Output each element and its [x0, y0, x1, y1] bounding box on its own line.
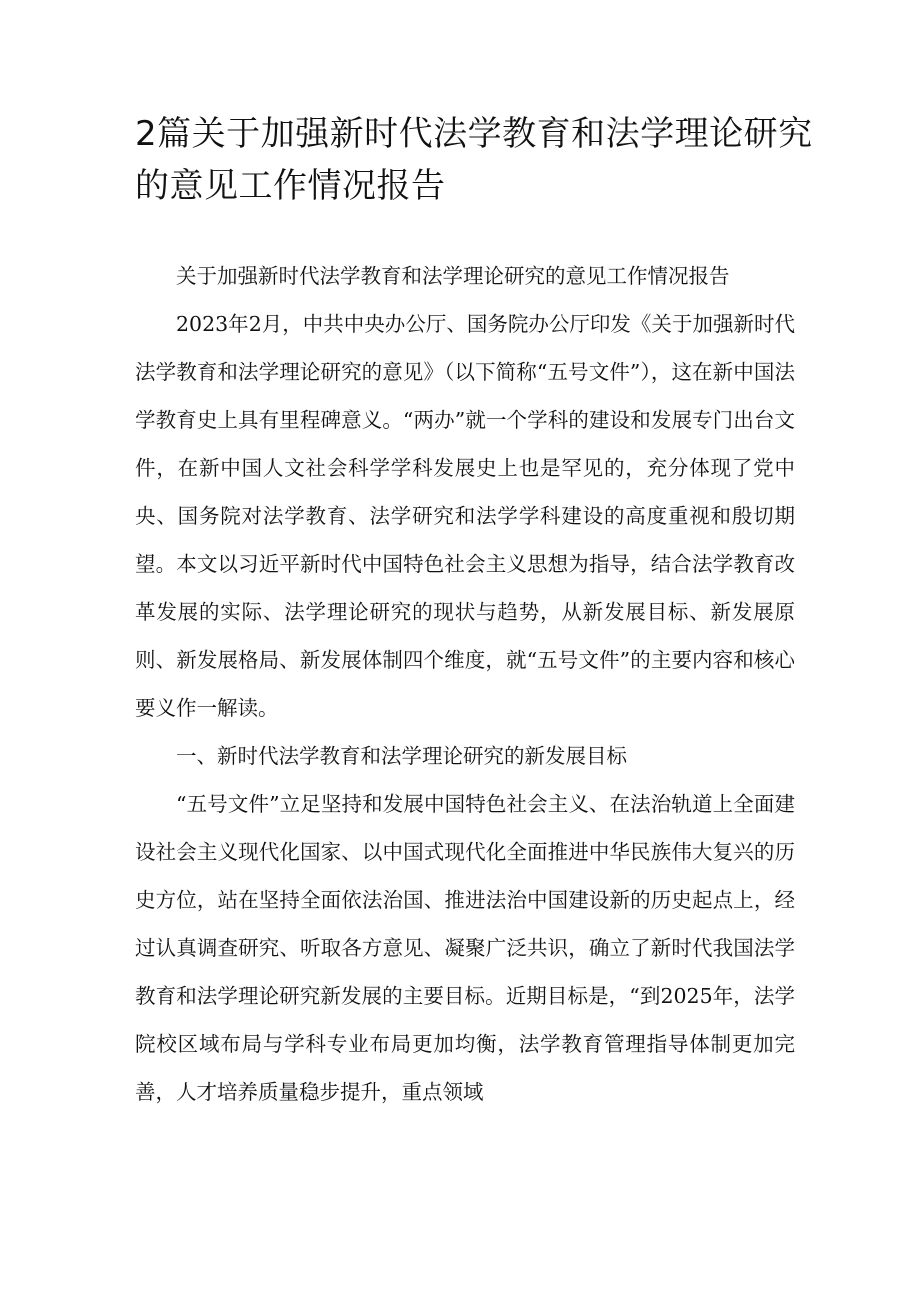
document-body	[135, 252, 795, 1116]
paragraph-section-1: “五号文件”立足坚持和发展中国特色社会主义、在法治轨道上全面建设社会主义现代化国家、以中国式现代化全面推进中华民族伟大复兴的历史方位，站在坚持全面依法治国、推进法治中国建设新的历史起点上，经过认真调查研究、听取各方意见、凝聚广泛共识，确立了新时代我国法学教育和法学理论研究新发展的主要目标。近期目标是，“到2025年，法学院校区域布局与学科专业布局更加均衡，法学教育管理指导体制更加完善，人才培养质量稳步提升，重点领域	[135, 792, 795, 1104]
document-title: 2篇关于加强新时代法学教育和法学理论研究的意见工作情况报告	[135, 114, 813, 206]
paragraph-intro: 2023年2月，中共中央办公厅、国务院办公厅印发《关于加强新时代法学教育和法学理论研究的意见》（以下简称“五号文件”），这在新中国法学教育史上具有里程碑意义。“两办”就一个学科的建设和发展专门出台文件，在新中国人文社会科学学科发展史上也是罕见的，充分体现了党中央、国务院对法学教育、法学研究和法学学科建设的高度重视和殷切期望。本文以习近平新时代中国特色社会主义思想为指导，结合法学教育改革发展的实际、法学理论研究的现状与趋势，从新发展目标、新发展原则、新发展格局、新发展体制四个维度，就“五号文件”的主要内容和核心要义作一解读。	[135, 312, 795, 720]
paragraph-subtitle: 关于加强新时代法学教育和法学理论研究的意见工作情况报告	[176, 264, 730, 288]
section-heading-1: 一、新时代法学教育和法学理论研究的新发展目标	[176, 744, 627, 768]
